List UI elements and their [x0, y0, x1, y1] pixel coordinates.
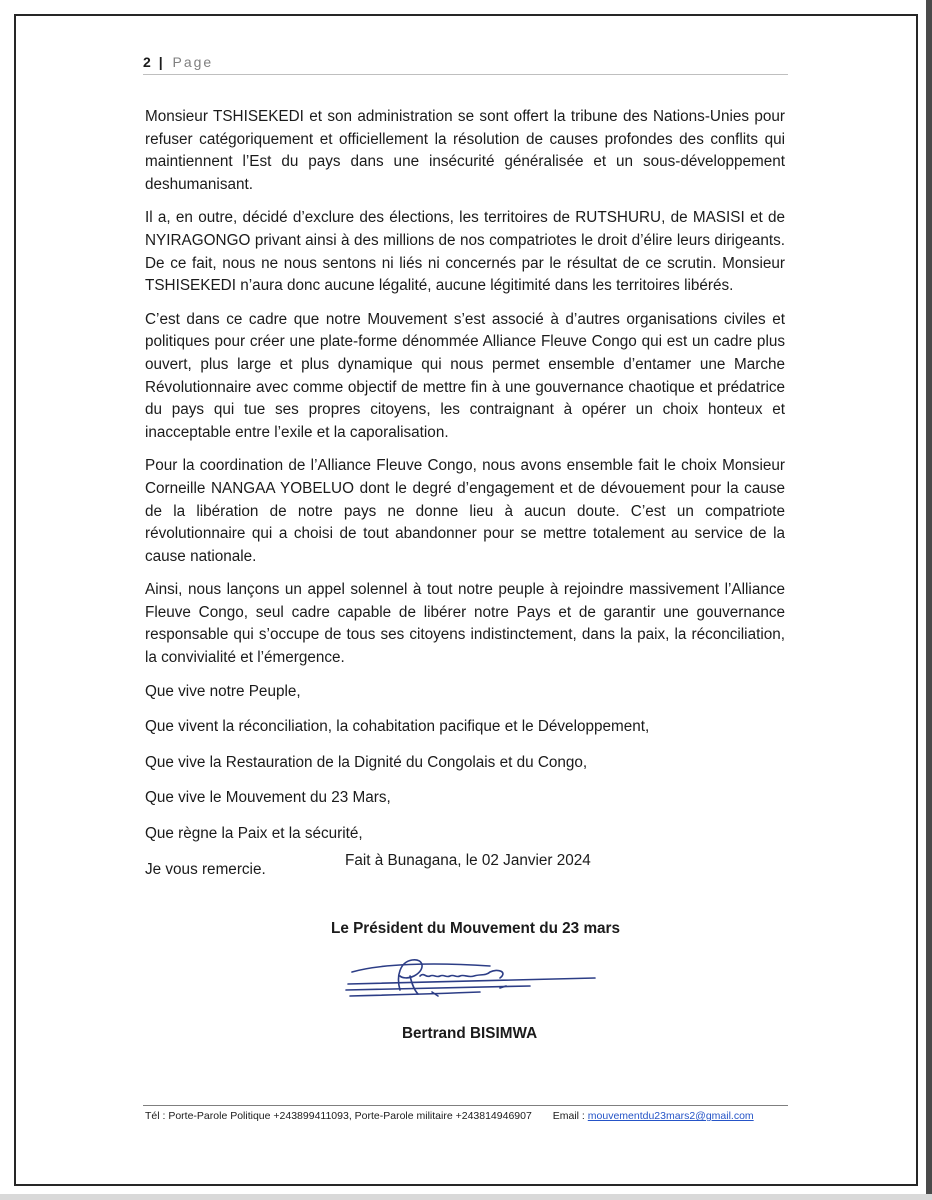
footer-phones: Tél : Porte-Parole Politique +243899411093, Porte-Parole militaire +243814946907 — [145, 1110, 532, 1122]
closing-line: Que vivent la réconciliation, la cohabitation pacifique et le Développement, — [145, 718, 650, 736]
closing-line: Que vive la Restauration de la Dignité du Congolais et du Congo, — [145, 753, 588, 771]
footer-divider — [143, 1105, 788, 1106]
page-number: 2 — [143, 54, 151, 70]
footer — [145, 1110, 754, 1122]
paragraph: Ainsi, nous lançons un appel solennel à tout notre peuple à rejoindre massivement l’Alliance Fleuve Congo, seul cadre capable de libérer notre Pays et de garantir une gouvernance responsable qui s’occupe de tous ses citoyens indistinctement, dans la paix, la réconciliation, la convivialité et l’émergence. — [145, 581, 785, 667]
paragraph: Pour la coordination de l’Alliance Fleuve Congo, nous avons ensemble fait le choix Monsieur Corneille NANGAA YOBELUO dont le degré d’engagement et de dévouement pour la cause de la libération de notre pays ne donne lieu à aucun doute. C’est un compatriote révolutionnaire qui a choisi de tout abandonner pour se mettre totalement au service de la cause nationale. — [145, 457, 785, 565]
place-date: Fait à Bunagana, le 02 Janvier 2024 — [345, 852, 591, 869]
signatory-title: Le Président du Mouvement du 23 mars — [331, 920, 621, 937]
screen-edge-right — [926, 0, 932, 1200]
paragraph: Monsieur TSHISEKEDI et son administration se sont offert la tribune des Nations-Unies pour refuser catégoriquement et officiellement la résolution de causes profondes des conflits qui maintiennent l’Est du pays dans une insécurité généralisée et un sous-développement deshumanisant. — [145, 108, 785, 193]
page-header — [143, 54, 788, 75]
closing-line: Je vous remercie. — [145, 860, 266, 878]
paragraph: C’est dans ce cadre que notre Mouvement s’est associé à d’autres organisations civiles et politiques pour créer une plate-forme dénommée Alliance Fleuve Congo qui est un cadre plus ouvert, plus large et plus dynamique qui nous permet ensemble d’entamer une Marche Révolutionnaire avec comme objectif de mettre fin à une gouvernance chaotique et prédatrice du pays qui tue ses propres citoyens, les contraignant à opérer un choix honteux et inacceptable entre l’exile et la caporalisation. — [145, 310, 785, 441]
paragraph: Il a, en outre, décidé d’exclure des élections, les territoires de RUTSHURU, de MASISI et de NYIRAGONGO privant ainsi à des millions de nos compatriotes le droit d’élire leurs dirigeants. De ce fait, nous ne nous sentons ni liés ni concernés par le résultat de ce scrutin. Monsieur TSHISEKEDI n’aura donc aucune légalité, aucune légitimité dans les territoires libérés. — [145, 209, 785, 295]
footer-email-link[interactable]: mouvementdu23mars2@gmail.com — [587, 1110, 754, 1122]
signature-image — [340, 950, 600, 1010]
screen-edge-bottom — [0, 1194, 932, 1200]
signatory-name: Bertrand BISIMWA — [402, 1025, 538, 1042]
page-separator: | — [158, 54, 163, 70]
closing-line: Que vive le Mouvement du 23 Mars, — [145, 789, 391, 807]
letter-body — [145, 106, 785, 894]
footer-email-label: Email : — [552, 1110, 585, 1122]
closing-line: Que règne la Paix et la sécurité, — [145, 825, 363, 843]
closing-line: Que vive notre Peuple, — [145, 682, 301, 700]
page-word: Page — [172, 54, 214, 70]
